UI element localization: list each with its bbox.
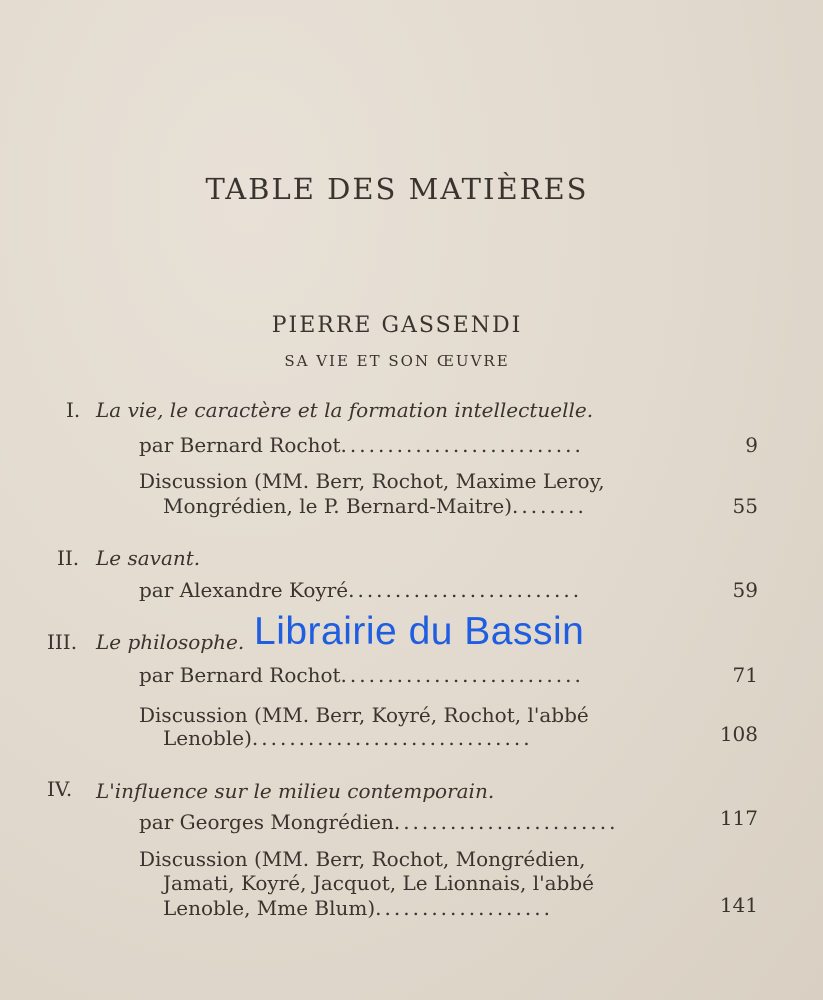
toc-entry-4-title: L'influence sur le milieu contemporain. [96, 779, 495, 803]
page-title: TABLE DES MATIÈRES [205, 172, 589, 206]
toc-page-number: 141 [719, 893, 758, 917]
leader-dots: .............................. [251, 726, 533, 750]
toc-entry-1-discussion: Discussion (MM. Berr, Rochot, Maxime Leroy, [139, 469, 605, 493]
book-subtitle: PIERRE GASSENDI [271, 313, 523, 338]
toc-page-number: 117 [719, 806, 758, 830]
toc-line-text: par Bernard Rochot [139, 663, 341, 687]
toc-entry-4-author [139, 810, 618, 834]
toc-entry-1-numeral: I. [66, 398, 81, 422]
toc-entry-2-numeral: II. [57, 546, 80, 570]
book-subsubtitle: SA VIE ET SON ŒUVRE [284, 352, 510, 370]
leader-dots: ................... [375, 896, 553, 920]
toc-page-number: 71 [732, 663, 758, 687]
leader-dots: .......................... [340, 663, 584, 687]
toc-page-number: 59 [732, 578, 758, 602]
toc-entry-3-discussion: Discussion (MM. Berr, Koyré, Rochot, l'abbé [139, 703, 589, 727]
toc-entry-3-discussion-cont [163, 726, 533, 750]
toc-entry-1-discussion-cont [163, 494, 587, 518]
toc-line-text: Lenoble) [163, 726, 252, 750]
watermark-text: Librairie du Bassin [254, 610, 585, 653]
toc-line-text: par Alexandre Koyré [139, 578, 349, 602]
toc-line-text: Lenoble, Mme Blum) [163, 896, 376, 920]
toc-entry-4-discussion-cont: Jamati, Koyré, Jacquot, Le Lionnais, l'abbé [163, 871, 594, 895]
toc-entry-3-author [139, 663, 584, 687]
toc-entry-1-author [139, 433, 584, 457]
toc-entry-4-discussion-end [163, 896, 553, 920]
toc-page-number: 108 [719, 722, 758, 746]
toc-line-text: Mongrédien, le P. Bernard-Maitre) [163, 494, 512, 518]
toc-entry-3-numeral: III. [47, 630, 78, 654]
toc-entry-2-author [139, 578, 582, 602]
leader-dots: ........................ [393, 810, 619, 834]
leader-dots: ......................... [348, 578, 583, 602]
toc-line-text: par Bernard Rochot [139, 433, 341, 457]
toc-entry-4-discussion: Discussion (MM. Berr, Rochot, Mongrédien, [139, 847, 586, 871]
toc-entry-1-title: La vie, le caractère et la formation intellectuelle. [96, 398, 594, 422]
toc-page-number: 55 [732, 494, 758, 518]
toc-entry-2-title: Le savant. [96, 546, 201, 570]
leader-dots: ........ [512, 494, 587, 518]
toc-entry-4-numeral: IV. [47, 777, 73, 801]
leader-dots: .......................... [340, 433, 584, 457]
toc-entry-3-title: Le philosophe. [96, 630, 245, 654]
toc-line-text: par Georges Mongrédien [139, 810, 394, 834]
toc-page-number: 9 [745, 433, 758, 457]
